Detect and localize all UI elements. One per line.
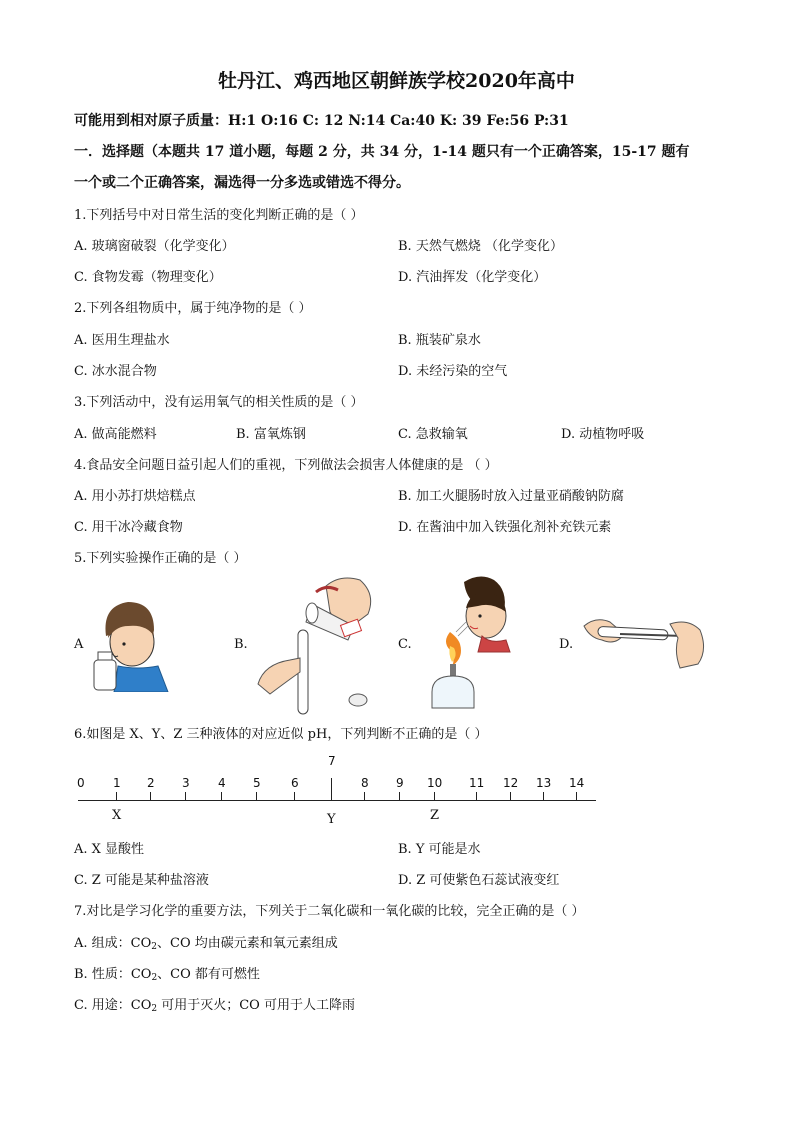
q6-option-d: D. Z 可使紫色石蕊试液变红 [398,873,560,888]
ph-tick-1 [116,792,117,800]
q3-option-d: D. 动植物呼吸 [561,427,645,442]
q5-stem: 5.下列实验操作正确的是（ ） [74,551,247,566]
q1-option-b: B. 天然气燃烧 （化学变化） [398,239,563,254]
ph-number: 6 [291,776,299,790]
ph-tick-13 [543,792,544,800]
ph-number: 5 [253,776,261,790]
ph-tick-2 [150,792,151,800]
q2-stem: 2.下列各组物质中，属于纯净物的是（ ） [74,301,312,316]
ph-number: 10 [427,776,443,790]
q2-option-d: D. 未经污染的空气 [398,364,508,379]
ph-number: 0 [77,776,85,790]
ph-number: 11 [469,776,485,790]
ph-tick-11 [476,792,477,800]
boy-smelling-bottle-illustration [88,596,172,692]
q5-option-a: A [74,637,84,652]
q1-option-a: A. 玻璃窗破裂（化学变化） [74,239,235,254]
ph-number: 13 [536,776,552,790]
ph-number: 8 [361,776,369,790]
ph-tick-5 [256,792,257,800]
q6-option-b: B. Y 可能是水 [398,842,481,857]
q2-option-b: B. 瓶装矿泉水 [398,333,481,348]
q7-option-c: C. 用途：$CO_2$ 可用于灭火；CO 可用于人工降雨 [74,998,355,1014]
pouring-liquid-illustration [256,574,376,718]
ph-number: 9 [396,776,404,790]
ph-tick-10 [434,792,435,800]
q3-option-b: B. 富氧炼钢 [236,427,306,442]
ph-tick-3 [185,792,186,800]
ph-tick-12 [510,792,511,800]
ph-tick-6 [294,792,295,800]
q4-stem: 4.食品安全问题日益引起人们的重视，下列做法会损害人体健康的是 （ ） [74,458,498,473]
q6-stem: 6.如图是 X、Y、Z 三种液体的对应近似 pH，下列判断不正确的是（ ） [74,727,488,742]
ph-label-x: X [112,808,122,823]
ph-tick-4 [221,792,222,800]
q4-option-d: D. 在酱油中加入铁强化剂补充铁元素 [398,520,612,535]
ph-tick-9 [399,792,400,800]
ph-number: 3 [182,776,190,790]
hands-holding-test-tube-illustration [580,612,710,674]
q5-option-d: D. [559,637,574,652]
ph-tick-7 [331,778,332,800]
q6-option-a: A. X 显酸性 [74,842,145,857]
q7-option-b: B. 性质：$CO_2$、CO 都有可燃性 [74,967,260,983]
q3-option-c: C. 急救输氧 [398,427,468,442]
q2-option-c: C. 冰水混合物 [74,364,157,379]
ph-label-z: Z [430,808,440,823]
ph-tick-14 [576,792,577,800]
q5-option-b: B. [234,637,248,652]
ph-number: 7 [328,754,336,768]
q5-option-c: C. [398,637,412,652]
q1-option-c: C. 食物发霉（物理变化） [74,270,222,285]
ph-number: 2 [147,776,155,790]
blowing-alcohol-lamp-illustration [420,572,520,712]
ph-number: 4 [218,776,226,790]
q7-option-a: A. 组成：$CO_2$、CO 均由碳元素和氧元素组成 [74,936,338,952]
page-title: 牡丹江、鸡西地区朝鲜族学校2020年高中 [218,70,575,92]
q7-stem: 7.对比是学习化学的重要方法，下列关于二氧化碳和一氧化碳的比较，完全正确的是（ ） [74,904,585,919]
atomic-mass-line: 可能用到相对原子质量：H:1 O:16 C: 12 N:14 Ca:40 K: 39 Fe:56 P:31 [74,113,569,129]
q6-option-c: C. Z 可能是某种盐溶液 [74,873,209,888]
q4-option-c: C. 用干冰冷藏食物 [74,520,183,535]
ph-label-y: Y [327,812,336,827]
q1-stem: 1.下列括号中对日常生活的变化判断正确的是（ ） [74,208,364,223]
ph-axis-line [78,800,596,801]
q1-option-d: D. 汽油挥发（化学变化） [398,270,547,285]
ph-number: 1 [113,776,121,790]
section-heading-line2: 一个或二个正确答案，漏选得一分多选或错选不得分。 [74,175,410,191]
q4-option-b: B. 加工火腿肠时放入过量亚硝酸钠防腐 [398,489,624,504]
ph-tick-8 [364,792,365,800]
q3-option-a: A. 做高能燃料 [74,427,157,442]
ph-number: 14 [569,776,585,790]
q2-option-a: A. 医用生理盐水 [74,333,170,348]
section-heading-line1: 一．选择题（本题共 17 道小题，每题 2 分，共 34 分，1-14 题只有一个正确答案，15-17 题有 [74,144,690,160]
ph-number: 12 [503,776,519,790]
q4-option-a: A. 用小苏打烘焙糕点 [74,489,196,504]
q3-stem: 3.下列活动中，没有运用氧气的相关性质的是（ ） [74,395,364,410]
